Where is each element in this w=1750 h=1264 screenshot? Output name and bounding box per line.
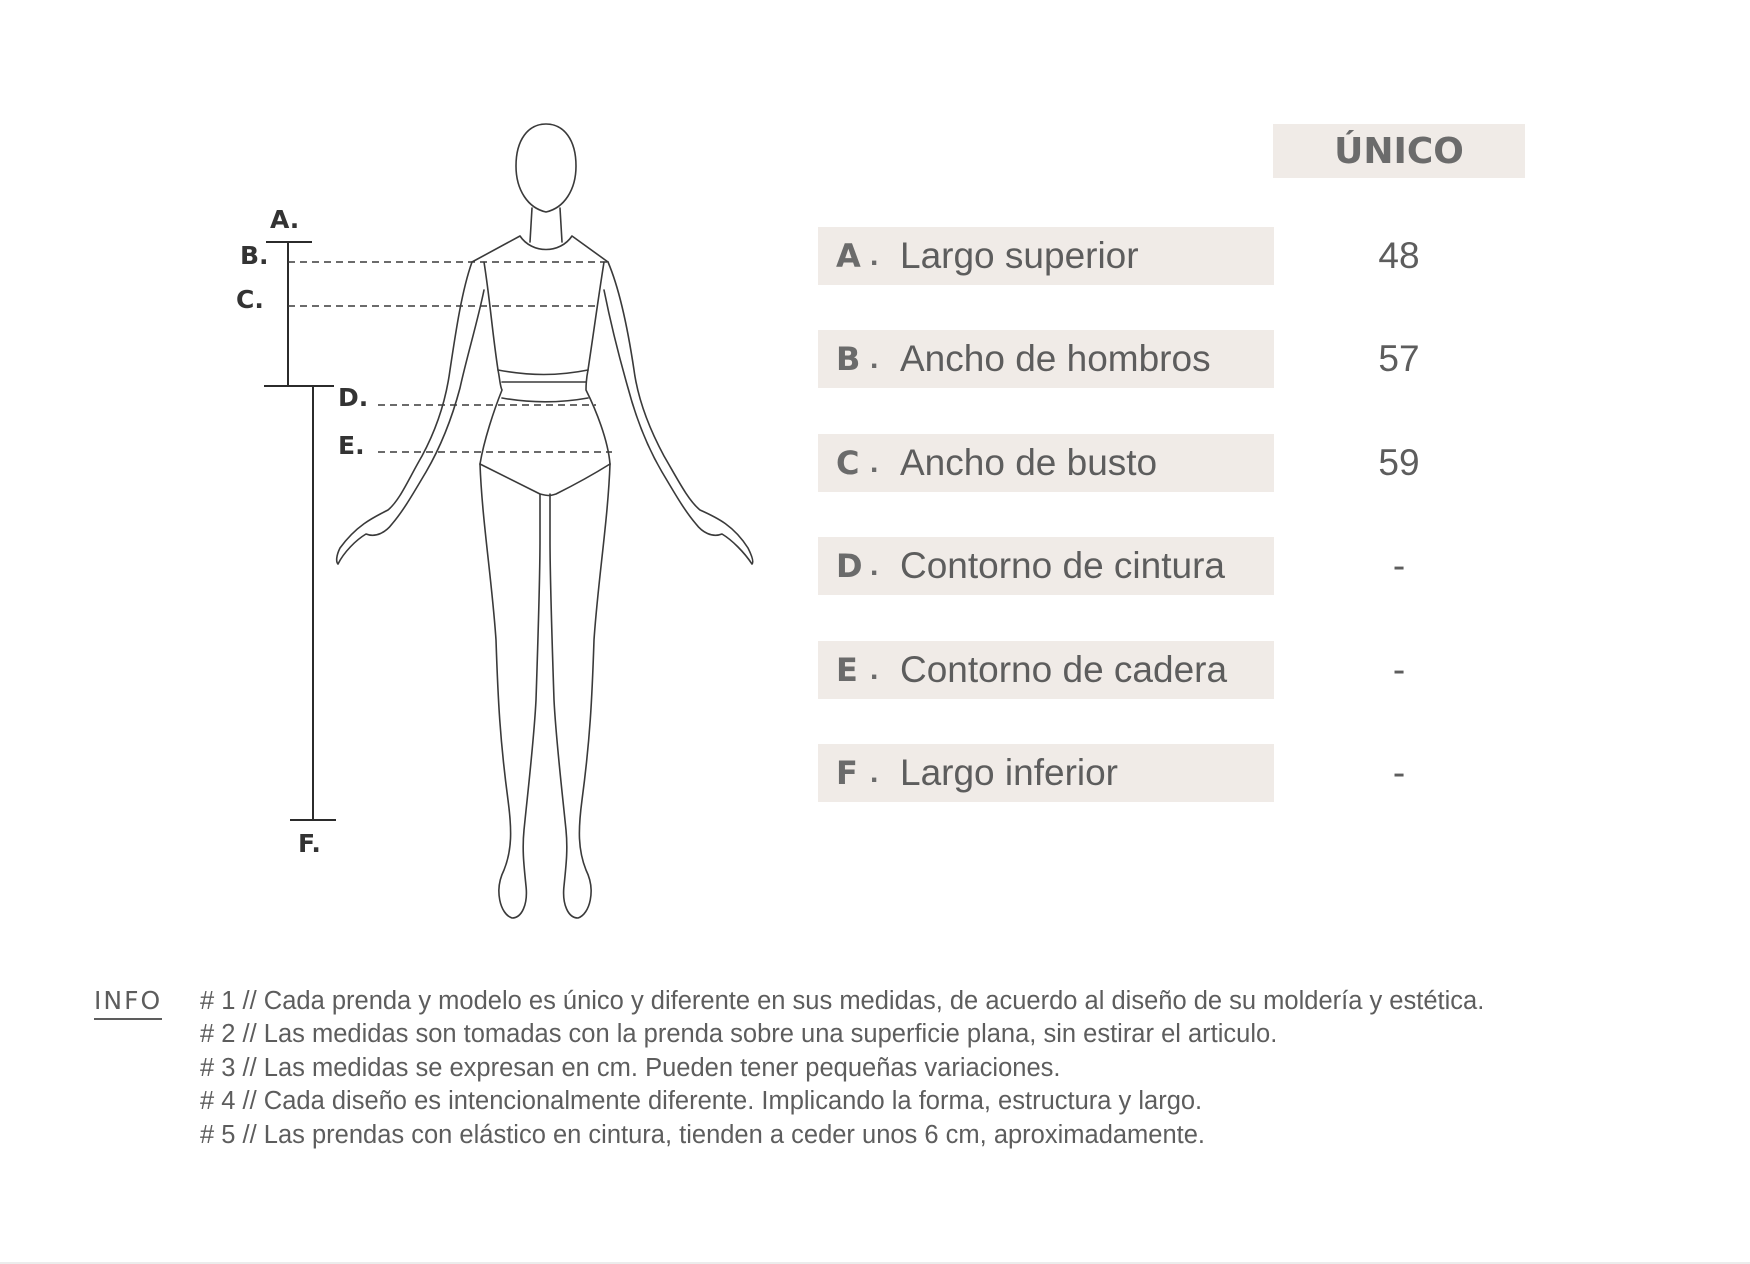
note-text: Cada prenda y modelo es único y diferente en sus medidas, de acuerdo al diseño de su moldería y estética.: [263, 987, 1485, 1015]
mannequin-neck: [530, 208, 562, 242]
measure-value-a: 48: [1378, 235, 1420, 276]
measure-row-f: [818, 744, 1274, 802]
measure-row-b: [818, 330, 1274, 388]
measure-letter: F: [836, 754, 858, 792]
measure-letter: E: [836, 651, 858, 689]
measure-row-d: [818, 537, 1274, 595]
measure-letter: B: [836, 340, 861, 378]
figure-label-f: F.: [298, 829, 321, 858]
mannequin-shoulders: [472, 236, 608, 262]
measure-name: Contorno de cintura: [900, 545, 1225, 586]
info-note: [200, 1119, 1730, 1152]
figure-label-c: C.: [236, 285, 264, 314]
info-note: [200, 1018, 1730, 1051]
note-text: Las prendas con elástico en cintura, tienden a ceder unos 6 cm, aproximadamente.: [263, 1120, 1206, 1149]
measure-name: Ancho de hombros: [900, 338, 1211, 379]
measure-dot: .: [870, 756, 879, 789]
note-prefix: # 1 //: [200, 987, 257, 1015]
measure-value-d: -: [1392, 545, 1406, 586]
measure-dot: .: [870, 549, 879, 582]
mannequin-panty: [480, 464, 610, 496]
figure-label-b: B.: [240, 241, 269, 270]
measure-value-c: 59: [1378, 442, 1420, 483]
measure-value-f: -: [1392, 752, 1406, 793]
measure-letter: C: [836, 444, 860, 482]
figure-label-e: E.: [338, 431, 365, 460]
measure-name: Contorno de cadera: [900, 649, 1228, 690]
measure-row-e: [818, 641, 1274, 699]
measure-dot: .: [870, 239, 879, 272]
note-prefix: # 5 //: [200, 1120, 257, 1149]
mannequin-underbust: [498, 370, 588, 375]
mannequin-torso-right: [586, 262, 610, 464]
info-note: [200, 1052, 1730, 1085]
measure-dot: .: [870, 653, 879, 686]
measure-value-b: 57: [1378, 338, 1420, 379]
measure-letter: D: [836, 547, 863, 585]
note-prefix: # 3 //: [200, 1053, 257, 1082]
measure-name: Largo inferior: [900, 752, 1119, 793]
info-note: [200, 1085, 1730, 1118]
note-text: Las medidas son tomadas con la prenda sobre una superficie plana, sin estirar el articulo.: [263, 1020, 1278, 1049]
size-column-header: ÚNICO: [1273, 124, 1525, 178]
info-label: INFO: [94, 986, 162, 1020]
info-note: [200, 985, 1730, 1018]
measure-row-c: [818, 434, 1274, 492]
mannequin-leg-left: [480, 464, 540, 918]
measure-name: Ancho de busto: [900, 442, 1158, 483]
measure-dot: .: [870, 342, 879, 375]
measure-letter: A: [836, 237, 861, 275]
figure-label-d: D.: [338, 383, 369, 412]
measure-row-a: [818, 227, 1274, 285]
info-notes: [200, 985, 1730, 1152]
mannequin-head: [516, 124, 576, 212]
measure-value-e: -: [1392, 649, 1406, 690]
mannequin-waistband: [502, 382, 588, 402]
note-prefix: # 4 //: [200, 1087, 257, 1116]
measure-dot: .: [870, 446, 879, 479]
mannequin-arm-right: [604, 262, 753, 564]
mannequin-leg-right: [550, 464, 610, 918]
mannequin-arm-left: [337, 262, 484, 564]
figure-label-a: A.: [270, 205, 300, 234]
note-text: Las medidas se expresan en cm. Pueden tener pequeñas variaciones.: [263, 1053, 1061, 1082]
measure-name: Largo superior: [900, 235, 1139, 276]
note-text: Cada diseño es intencionalmente diferente. Implicando la forma, estructura y largo.: [263, 1087, 1203, 1116]
note-prefix: # 2 //: [200, 1020, 257, 1049]
